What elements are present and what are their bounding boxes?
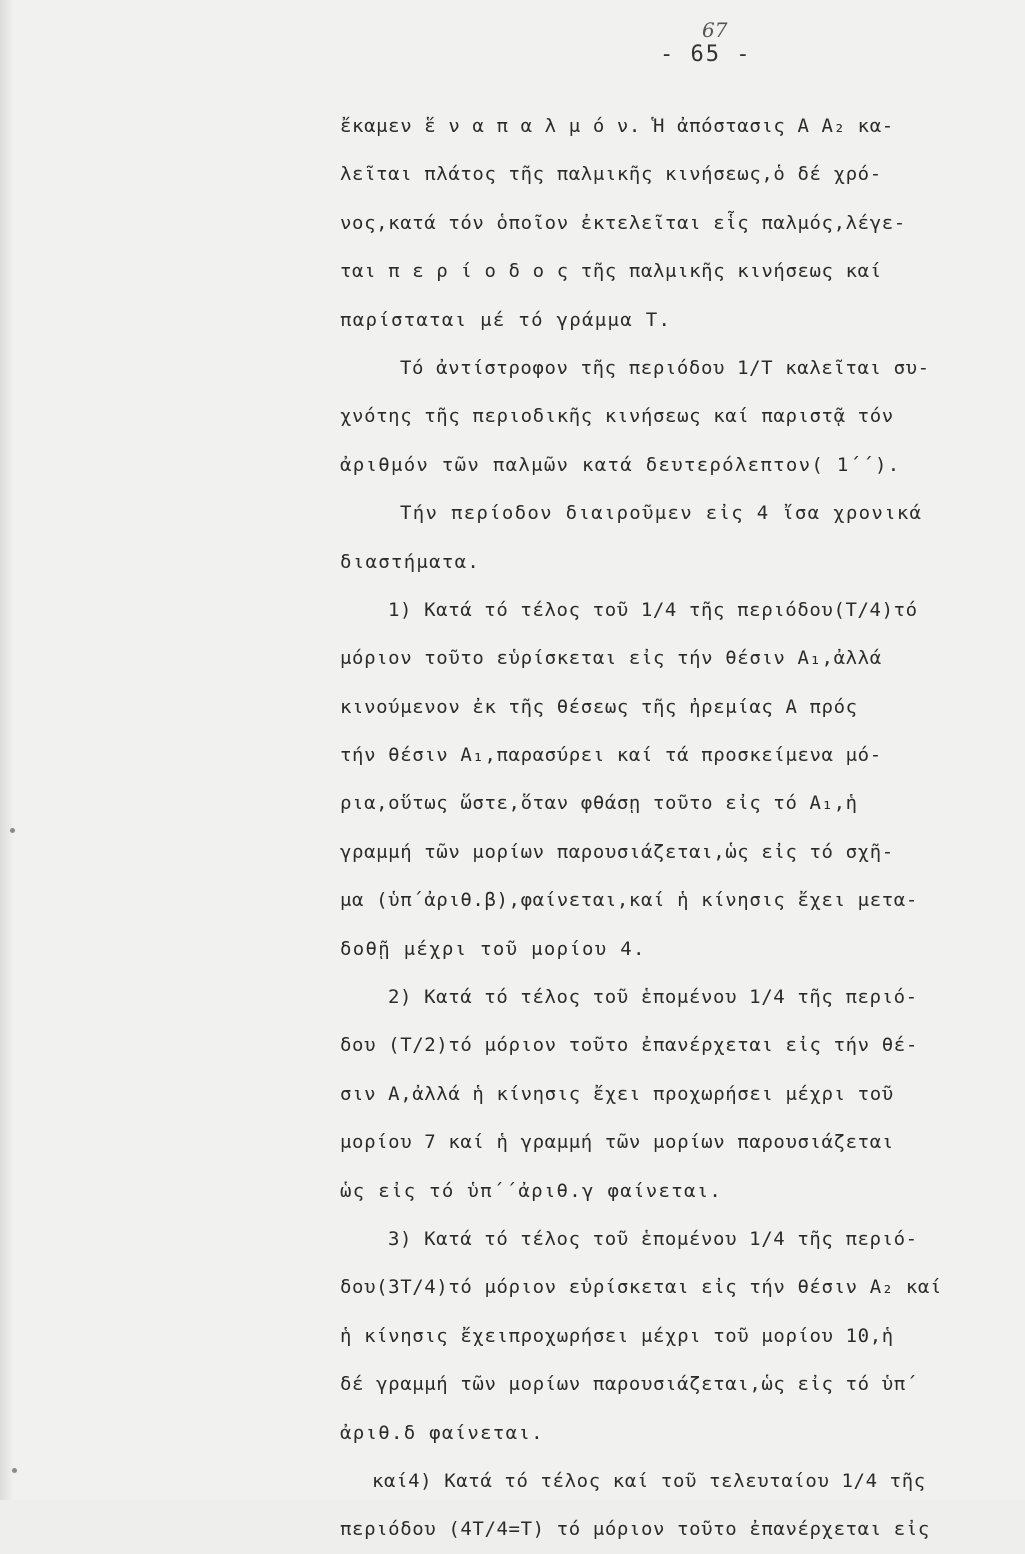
text-line: σιν Α,ἀλλά ἡ κίνησις ἔχει προχωρήσει μέχρι τοῦ	[340, 1082, 894, 1105]
text-line: κινούμενον ἐκ τῆς θέσεως τῆς ἠρεμίας Α πρός	[340, 695, 858, 718]
text-line: καί4) Κατά τό τέλος καί τοῦ τελευταίου 1/4 τῆς	[372, 1469, 926, 1492]
text-line: 2) Κατά τό τέλος τοῦ ἑπομένου 1/4 τῆς περιό-	[388, 986, 918, 1009]
text-line: δου(3T/4)τό μόριον εὑρίσκεται εἰς τήν θέσιν Α₂ καί	[340, 1276, 942, 1299]
typed-text-body	[340, 102, 980, 1554]
text-line: περιόδου (4T/4=T) τό μόριον τοῦτο ἐπανέρχεται εἰς	[340, 1518, 930, 1541]
text-line: μορίου 7 καί ἡ γραμμή τῶν μορίων παρουσιάζεται	[340, 1131, 894, 1154]
text-line: λεῖται πλάτος τῆς παλμικῆς κινήσεως,ὁ δέ χρό-	[340, 163, 882, 186]
text-line: μόριον τοῦτο εὑρίσκεται εἰς τήν θέσιν Α₁,ἀλλά	[340, 647, 882, 670]
text-line: ρια,οὕτως ὥστε,ὅταν φθάσῃ τοῦτο εἰς τό Α₁,ἡ	[340, 792, 858, 815]
text-line: δέ γραμμή τῶν μορίων παρουσιάζεται,ὡς εἰς τό ὑπ΄	[340, 1373, 918, 1396]
text-line: ἡ κίνησις ἔχειπροχωρήσει μέχρι τοῦ μορίου 10,ἡ	[340, 1324, 894, 1347]
page-number: - 65 -	[660, 42, 752, 67]
text-line: 3) Κατά τό τέλος τοῦ ἑπομένου 1/4 τῆς περιό-	[388, 1227, 918, 1250]
scan-speck	[10, 828, 15, 833]
text-line: παρίσταται μέ τό γράμμα Τ.	[340, 308, 672, 331]
text-line: 1) Κατά τό τέλος τοῦ 1/4 τῆς περιόδου(T/4)τό	[388, 598, 918, 621]
scan-left-edge	[0, 0, 14, 1500]
text-line: τήν θέσιν Α₁,παρασύρει καί τά προσκείμενα μό-	[340, 744, 882, 767]
text-line: ἀριθμόν τῶν παλμῶν κατά δευτερόλεπτον( 1΄΄).	[340, 453, 901, 476]
text-line: νος,κατά τόν ὁποῖον ἐκτελεῖται εἷς παλμός,λέγε-	[340, 211, 906, 234]
text-line: γραμμή τῶν μορίων παρουσιάζεται,ὡς εἰς τό σχῆ-	[340, 840, 894, 863]
scan-speck	[12, 1468, 17, 1473]
text-line: χνότης τῆς περιοδικῆς κινήσεως καί παριστᾷ τόν	[340, 405, 894, 428]
handwritten-page-number: 67	[702, 18, 728, 42]
text-line: δοθῇ μέχρι τοῦ μορίου 4.	[340, 937, 646, 960]
text-line: διαστήματα.	[340, 550, 481, 573]
text-line: ται π ε ρ ί ο δ ο ς τῆς παλμικῆς κινήσεως καί	[340, 260, 882, 283]
text-line: ἔκαμεν ἕ ν α π α λ μ ό ν. Ἡ ἀπόστασις Α Α₂ κα-	[340, 115, 894, 137]
text-line: Τήν περίοδον διαιροῦμεν εἰς 4 ἴσα χρονικά	[400, 502, 923, 525]
text-line: ὡς εἰς τό ὑπ΄΄ἀριθ.γ φαίνεται.	[340, 1179, 723, 1202]
text-line: δου (T/2)τό μόριον τοῦτο ἐπανέρχεται εἰς τήν θέ-	[340, 1034, 918, 1057]
text-line: Τό ἀντίστροφον τῆς περιόδου 1/T καλεῖται συ-	[400, 356, 930, 379]
text-line: μα (ὑπ΄ἀριθ.β),φαίνεται,καί ἡ κίνησις ἔχει μετα-	[340, 889, 918, 912]
text-line: ἀριθ.δ φαίνεται.	[340, 1421, 544, 1444]
